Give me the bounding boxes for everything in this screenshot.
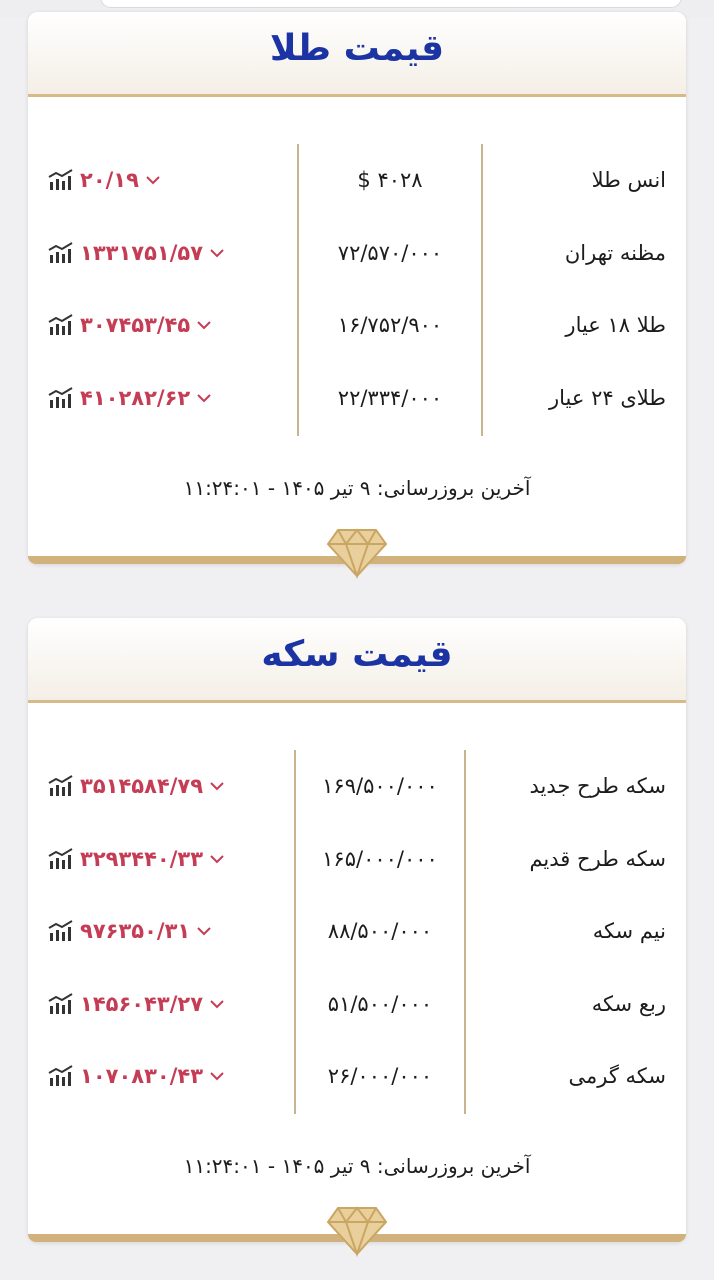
diamond-icon <box>326 1204 388 1258</box>
price-change <box>48 917 212 945</box>
chevron-down-icon <box>196 319 212 331</box>
chevron-down-icon <box>209 1070 225 1082</box>
chart-icon[interactable] <box>48 848 74 870</box>
table-row[interactable] <box>28 305 686 345</box>
item-price: ۱۶/۷۵۲/۹۰۰ <box>337 313 443 337</box>
chart-icon[interactable] <box>48 387 74 409</box>
item-price: ۲۶/۰۰۰/۰۰۰ <box>327 1064 433 1088</box>
coin-price-card <box>28 618 686 1242</box>
price-change <box>48 311 212 339</box>
table-row[interactable] <box>28 839 686 879</box>
chevron-down-icon <box>196 925 212 937</box>
item-name: طلا ۱۸ عیار <box>565 313 666 337</box>
item-name: نیم سکه <box>592 919 666 943</box>
chart-icon[interactable] <box>48 314 74 336</box>
table-row[interactable] <box>28 378 686 418</box>
chart-icon[interactable] <box>48 993 74 1015</box>
gold-last-update: آخرین بروزرسانی: ۹ تیر ۱۴۰۵ - ۱۱:۲۴:۰۱ <box>183 476 531 500</box>
table-row[interactable] <box>28 1056 686 1096</box>
price-change <box>48 845 225 873</box>
price-change <box>48 384 212 412</box>
table-row[interactable] <box>28 911 686 951</box>
diamond-icon <box>326 526 388 580</box>
change-value: ۱۴۵۶۰۴۳/۲۷ <box>80 991 204 1016</box>
chevron-down-icon <box>209 853 225 865</box>
price-change <box>48 239 225 267</box>
change-value: ۲۰/۱۹ <box>80 168 139 192</box>
change-value: ۴۱۰۲۸۲/۶۲ <box>80 385 191 410</box>
price-change <box>48 166 161 194</box>
table-row[interactable] <box>28 984 686 1024</box>
chart-icon[interactable] <box>48 775 74 797</box>
item-price: ۱۶۵/۰۰۰/۰۰۰ <box>322 846 438 871</box>
coin-card-title: قیمت سکه <box>261 634 453 675</box>
change-value: ۳۰۷۴۵۳/۴۵ <box>80 313 191 337</box>
chart-icon[interactable] <box>48 169 74 191</box>
price-change <box>48 990 225 1018</box>
chart-icon[interactable] <box>48 1065 74 1087</box>
change-value: ۹۷۶۳۵۰/۳۱ <box>80 919 191 943</box>
table-row[interactable] <box>28 233 686 273</box>
item-name: سکه طرح قدیم <box>529 846 666 871</box>
price-change <box>48 1062 225 1090</box>
item-price: ۷۲/۵۷۰/۰۰۰ <box>337 240 443 265</box>
chevron-down-icon <box>209 247 225 259</box>
item-name: ربع سکه <box>591 991 666 1016</box>
change-value: ۱۰۷۰۸۳۰/۴۳ <box>80 1064 204 1088</box>
chevron-down-icon <box>209 998 225 1010</box>
change-value: ۱۳۳۱۷۵۱/۵۷ <box>80 240 204 265</box>
item-price: $ ۴۰۲۸ <box>357 168 423 192</box>
item-name: طلای ۲۴ عیار <box>548 385 666 410</box>
change-value: ۳۵۱۴۵۸۴/۷۹ <box>80 774 204 798</box>
item-price: ۵۱/۵۰۰/۰۰۰ <box>327 991 433 1016</box>
gold-card-title: قیمت طلا <box>269 28 445 69</box>
item-name: سکه گرمی <box>568 1064 666 1088</box>
item-name: سکه طرح جدید <box>529 774 666 798</box>
coin-last-update: آخرین بروزرسانی: ۹ تیر ۱۴۰۵ - ۱۱:۲۴:۰۱ <box>183 1154 531 1178</box>
price-change <box>48 772 225 800</box>
chart-icon[interactable] <box>48 920 74 942</box>
coin-card-header <box>28 618 686 703</box>
chevron-down-icon <box>145 174 161 186</box>
item-name: انس طلا <box>591 168 666 192</box>
chevron-down-icon <box>196 392 212 404</box>
item-price: ۸۸/۵۰۰/۰۰۰ <box>327 919 433 943</box>
item-name: مظنه تهران <box>564 240 666 265</box>
gold-price-card <box>28 12 686 564</box>
table-row[interactable] <box>28 160 686 200</box>
chart-icon[interactable] <box>48 242 74 264</box>
item-price: ۱۶۹/۵۰۰/۰۰۰ <box>322 774 438 798</box>
table-row[interactable] <box>28 766 686 806</box>
item-price: ۲۲/۳۳۴/۰۰۰ <box>337 385 443 410</box>
gold-card-header <box>28 12 686 97</box>
chevron-down-icon <box>209 780 225 792</box>
address-bar[interactable] <box>100 0 682 8</box>
change-value: ۳۲۹۳۴۴۰/۳۳ <box>80 846 204 871</box>
